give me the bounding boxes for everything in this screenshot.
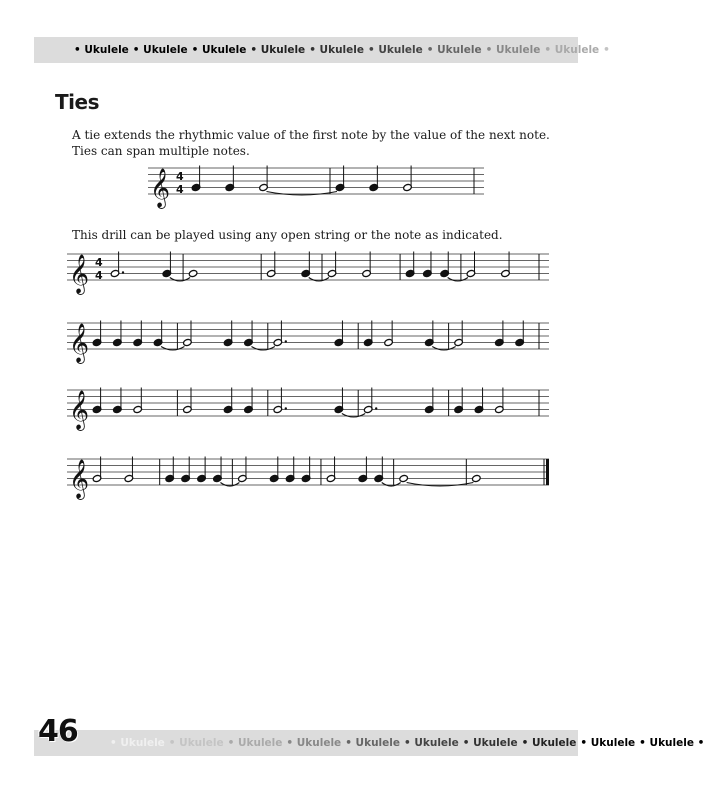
header-item: • Ukulele <box>132 44 188 56</box>
treble-clef-icon: 𝄞 <box>69 254 90 294</box>
tie-curve <box>407 483 474 487</box>
footer-item: • Ukulele • <box>639 737 704 749</box>
augmentation-dot <box>285 340 287 342</box>
note-head <box>399 474 409 482</box>
footer-item: • Ukulele <box>227 737 283 749</box>
drill-staff-3 <box>0 380 612 430</box>
tie-curve <box>432 347 455 351</box>
footer-item: • Ukulele <box>110 737 165 749</box>
tie-curve <box>342 414 365 418</box>
treble-clef-icon: 𝄞 <box>150 168 171 208</box>
drill-staff-2 <box>0 313 612 363</box>
header-item: • Ukulele <box>250 44 306 56</box>
tie-curve <box>448 278 468 282</box>
augmentation-dot <box>122 271 124 273</box>
footer-item: • Ukulele <box>345 737 400 749</box>
header-item: • Ukulele <box>485 44 541 56</box>
tie-curve <box>220 483 239 487</box>
tie-curve <box>161 347 184 351</box>
augmentation-dot <box>375 407 377 409</box>
treble-clef-icon: 𝄞 <box>69 390 90 430</box>
treble-clef-icon: 𝄞 <box>69 323 90 363</box>
header-item: • Ukulele <box>544 44 600 56</box>
page-title: Ties <box>55 90 99 114</box>
page-number: 46 <box>38 714 78 749</box>
footer-item: • Ukulele <box>286 737 342 749</box>
drill-staff-4 <box>0 449 612 499</box>
footer-item: • Ukulele <box>403 737 459 749</box>
intro-paragraph: A tie extends the rhythmic value of the first note by the value of the next note. Ties can span multiple notes. <box>72 128 550 158</box>
header-item: • Ukulele <box>309 44 364 56</box>
header-band <box>34 37 610 63</box>
note-head <box>472 474 482 482</box>
example-staff <box>0 158 612 208</box>
time-signature-top: 4 <box>95 256 103 269</box>
header-item: • Ukulele <box>367 44 423 56</box>
footer-item: • Ukulele <box>462 737 518 749</box>
note-head <box>188 269 198 277</box>
header-item: • Ukulele <box>74 44 129 56</box>
time-signature-bottom: 4 <box>95 269 103 282</box>
footer-band <box>34 730 704 756</box>
drill-staff-1 <box>0 244 612 294</box>
header-item: • Ukulele <box>191 44 247 56</box>
header-item: • Ukulele <box>426 44 482 56</box>
footer-item: • Ukulele <box>168 737 224 749</box>
tie-curve <box>267 192 338 196</box>
tie-curve <box>170 278 190 282</box>
footer-item: • Ukulele <box>521 737 577 749</box>
footer-item: • Ukulele <box>580 737 636 749</box>
tie-curve <box>382 483 401 487</box>
time-signature-top: 4 <box>176 170 184 183</box>
drill-intro-paragraph: This drill can be played using any open string or the note as indicated. <box>72 228 503 242</box>
treble-clef-icon: 𝄞 <box>69 459 90 499</box>
time-signature-bottom: 4 <box>176 183 184 196</box>
header-item: • <box>603 44 610 56</box>
tie-curve <box>251 347 274 351</box>
augmentation-dot <box>285 407 287 409</box>
tie-curve <box>309 278 329 282</box>
